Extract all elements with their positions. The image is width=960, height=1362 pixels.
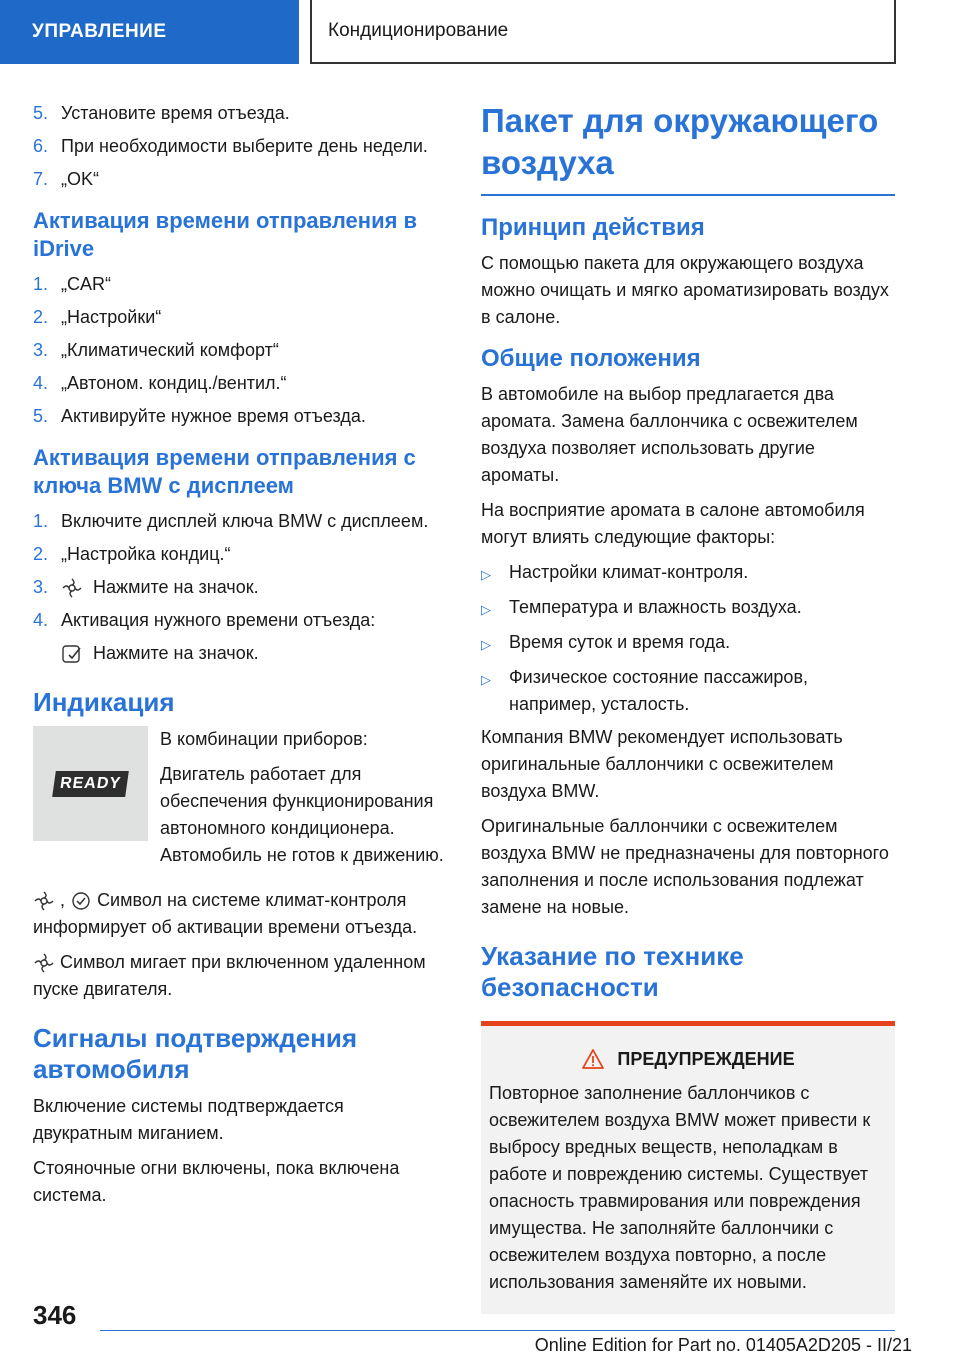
factors-list	[481, 559, 895, 718]
page-number: 346	[33, 1300, 77, 1330]
climate-fan-icon	[33, 890, 55, 912]
general-text-3: Компания BMW рекомендует использовать оригинальные баллончики с освежителем воздуха BMW.	[481, 727, 843, 801]
list-item: 1. „CAR“	[33, 274, 111, 294]
heading-indication: Индикация	[33, 687, 175, 717]
list-item: 4. „Автоном. кондиц./вентил.“	[33, 373, 287, 393]
list-item: ▷ Физическое состояние пассажиров, например, усталость.	[481, 664, 895, 718]
list-item: 5. Активируйте нужное время отъезда.	[33, 406, 366, 426]
indication-text-1: В комбинации приборов:	[160, 729, 368, 749]
warning-triangle-icon	[581, 1048, 605, 1070]
warning-text: Повторное заполнение баллончиков с освежителем воздуха BMW может привести к выбросу вредных веществ, неполадкам в работе и повреждению системы. Существует опасность травмирования или повреждения имущества. Не заполняйте баллончики с освежителем воздуха повторно, а после использования заменяйте их новыми.	[489, 1083, 871, 1292]
list-item: ▷ Время суток и время года.	[481, 629, 895, 658]
heading-idrive: Активация времени отправления в iDrive	[33, 208, 418, 261]
heading-key: Активация времени отправления с ключа BMW с дисплеем	[33, 445, 416, 498]
warning-box	[481, 1021, 895, 1314]
triangle-bullet-icon: ▷	[481, 637, 491, 652]
heading-signals: Сигналы подтверждения автомобиля	[33, 1023, 358, 1084]
general-text-1: В автомобиле на выбор предлагается два аромата. Замена баллончика с освежителем воздуха позволяет использовать другие ароматы.	[481, 384, 858, 485]
heading-principle: Принцип действия	[481, 214, 705, 241]
heading-rule	[481, 194, 895, 196]
heading-general: Общие положения	[481, 345, 701, 372]
signals-text-2: Стояночные огни включены, пока включена система.	[33, 1158, 400, 1205]
list-item: 7. „OK“	[33, 169, 99, 189]
checkbox-icon	[61, 643, 83, 665]
list-item-sub: Нажмите на значок.	[33, 640, 448, 667]
left-column	[33, 100, 448, 1217]
list-item: 2. „Настройка кондиц.“	[33, 544, 231, 564]
list-item: 2. „Настройки“	[33, 307, 162, 327]
warning-title: ПРЕДУПРЕЖДЕНИЕ	[489, 1048, 887, 1070]
list-item: 3. „Климатический комфорт“	[33, 340, 279, 360]
list-item: 6. При необходимости выберите день недели.	[33, 136, 428, 156]
clock-check-icon	[70, 890, 92, 912]
footer-rule	[100, 1330, 895, 1331]
ready-label: READY	[52, 771, 129, 797]
signals-text-1: Включение системы подтверждается двукратным миганием.	[33, 1096, 344, 1143]
principle-text: С помощью пакета для окружающего воздуха можно очищать и мягко ароматизировать воздух в салоне.	[481, 253, 889, 327]
header-chapter: Кондиционирование	[310, 0, 896, 64]
list-item: ▷ Настройки климат-контроля.	[481, 559, 895, 588]
right-column	[481, 100, 895, 1314]
heading-safety: Указание по технике безопасности	[481, 941, 744, 1002]
heading-package: Пакет для окружающего воздуха	[481, 102, 879, 181]
indication-block	[33, 726, 448, 877]
list-item: ▷ Температура и влажность воздуха.	[481, 594, 895, 623]
steps-list-key	[33, 508, 448, 667]
steps-list-idrive	[33, 271, 448, 430]
symbol-paragraph: , Символ на системе климат-контроля информирует об активации времени отъезда.	[33, 890, 418, 937]
blink-paragraph: Символ мигает при включенном удаленном пуске двигателя.	[33, 952, 426, 999]
header-section: УПРАВЛЕНИЕ	[0, 0, 299, 64]
climate-fan-icon	[61, 577, 83, 599]
general-text-4: Оригинальные баллончики с освежителем воздуха BMW не предназначены для повторного заполнения и после использования подлежат замене на новые.	[481, 816, 889, 917]
triangle-bullet-icon: ▷	[481, 602, 491, 617]
list-item: 3. Нажмите на значок.	[33, 574, 448, 601]
climate-fan-icon	[33, 952, 55, 974]
steps-list-a	[33, 100, 448, 193]
list-item: 4. Активация нужного времени отъезда:	[33, 610, 376, 630]
footer-edition: Online Edition for Part no. 01405A2D205 - II/21	[534, 1335, 912, 1355]
list-item: 1. Включите дисплей ключа BMW с дисплеем.	[33, 511, 429, 531]
general-text-2: На восприятие аромата в салоне автомобиля могут влиять следующие факторы:	[481, 500, 865, 547]
indication-text-2: Двигатель работает для обеспечения функционирования автономного кондиционера. Автомобиль не готов к движению.	[160, 764, 444, 865]
triangle-bullet-icon: ▷	[481, 672, 491, 687]
list-item: 5. Установите время отъезда.	[33, 103, 290, 123]
triangle-bullet-icon: ▷	[481, 567, 491, 582]
ready-display-image	[33, 726, 148, 841]
